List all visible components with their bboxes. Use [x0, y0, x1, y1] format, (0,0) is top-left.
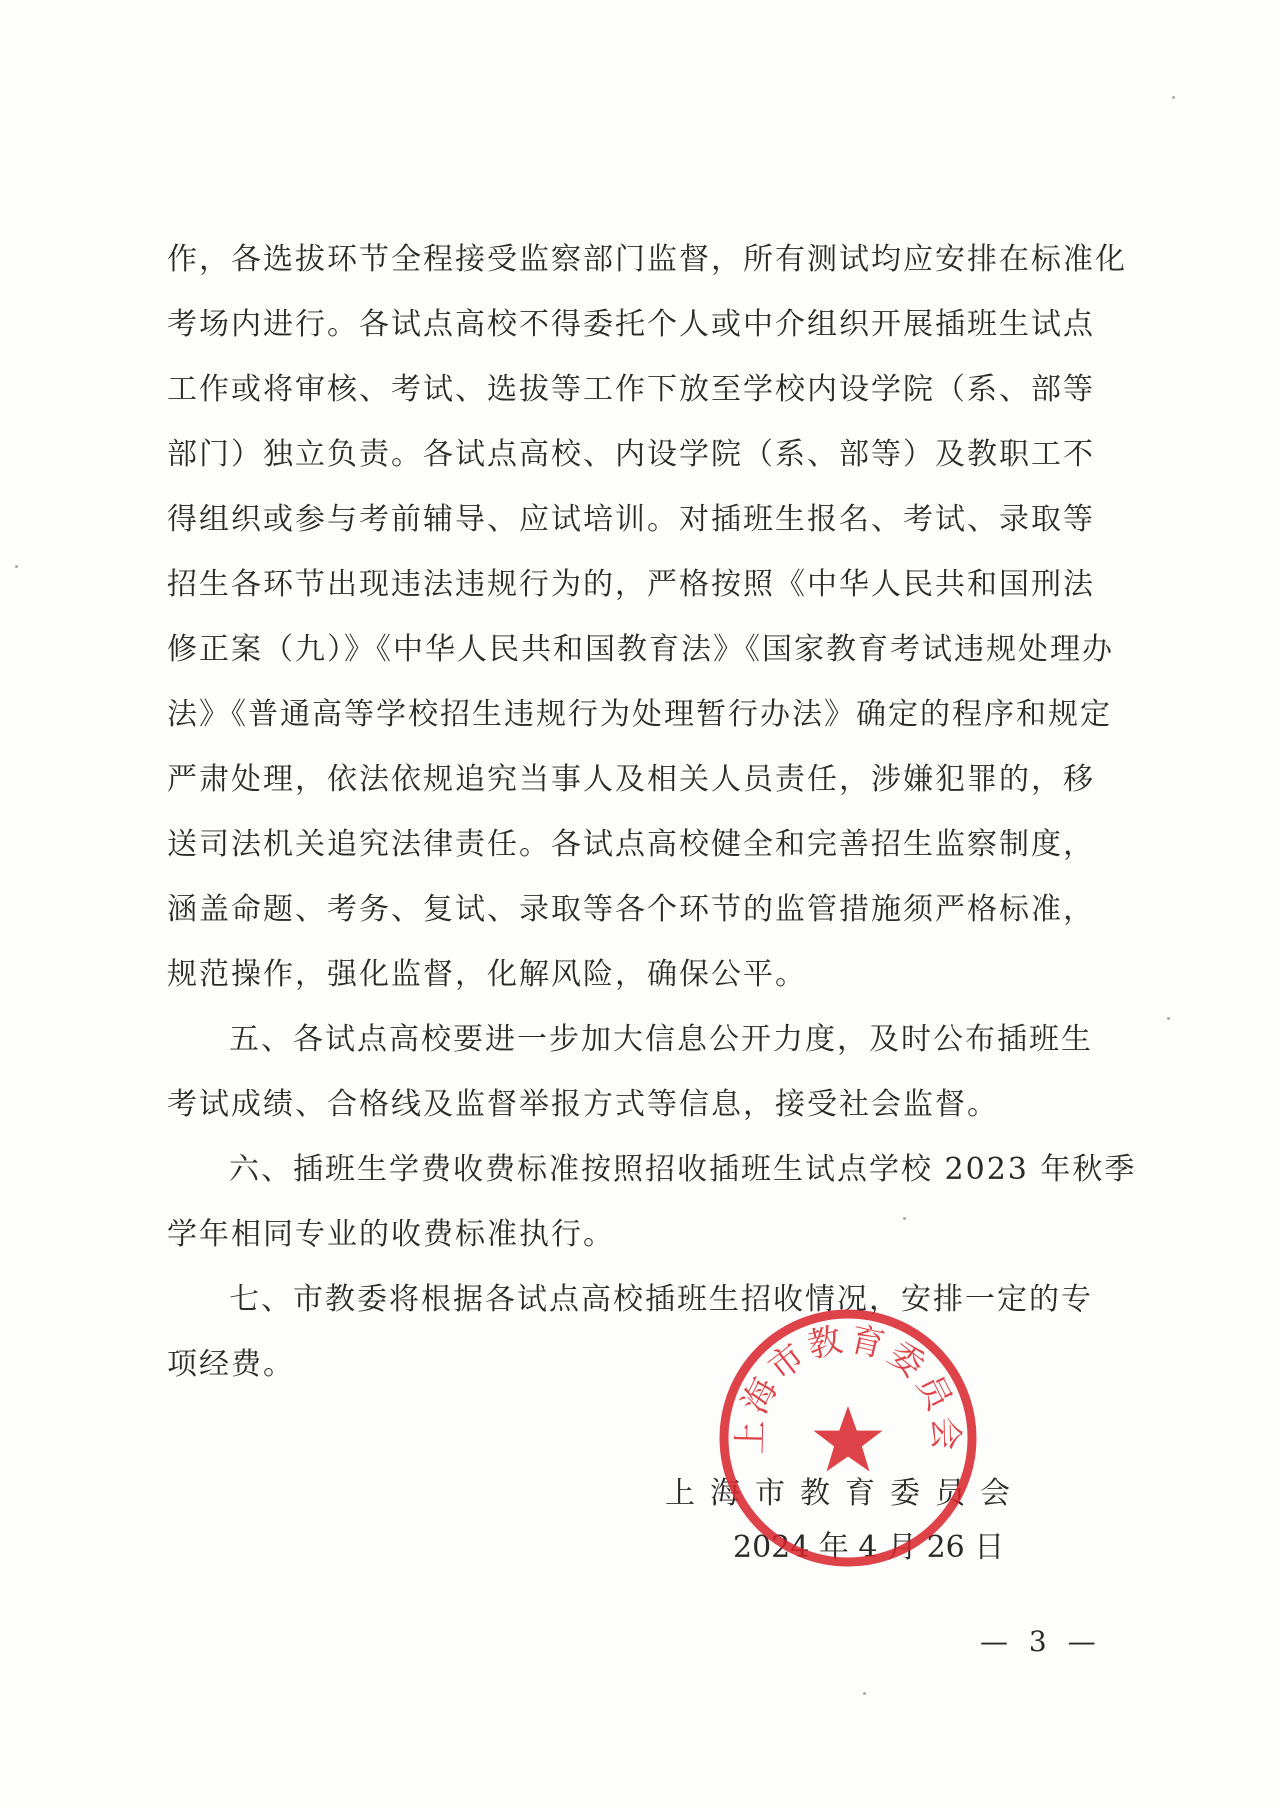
text-line: 七、市教委将根据各试点高校插班生招收情况，安排一定的专: [229, 1282, 1093, 1317]
paragraph-continuation: [167, 227, 1127, 1007]
text-line: 修正案（九）》《中华人民共和国教育法》《国家教育考试违规处理办: [167, 632, 1114, 667]
text-line: 考场内进行。各试点高校不得委托个人或中介组织开展插班生试点: [167, 307, 1095, 342]
text-line: 学年相同专业的收费标准执行。: [167, 1217, 615, 1252]
text-line: 作，各选拔环节全程接受监察部门监督，所有测试均应安排在标准化: [167, 242, 1127, 277]
issue-date: 2024 年 4 月 26 日: [733, 1530, 1005, 1565]
issuer-signature: 上海市教育委员会: [665, 1476, 1025, 1511]
text-line: 招生各环节出现违法违规行为的，严格按照《中华人民共和国刑法: [167, 567, 1095, 602]
text-line: 得组织或参与考前辅导、应试培训。对插班生报名、考试、录取等: [167, 502, 1095, 537]
text-line: 法》《普通高等学校招生违规行为处理暂行办法》确定的程序和规定: [167, 697, 1112, 732]
paragraph-item-6: [167, 1137, 1137, 1267]
document-body: [167, 227, 1137, 1397]
page-number: — 3 —: [980, 1625, 1102, 1658]
scan-speck: [863, 1692, 866, 1695]
text-line: 工作或将审核、考试、选拔等工作下放至学校内设学院（系、部等: [167, 372, 1095, 407]
text-line: 部门）独立负责。各试点高校、内设学院（系、部等）及教职工不: [167, 437, 1095, 472]
official-seal: [716, 1306, 980, 1570]
text-line: 六、插班生学费收费标准按照招收插班生试点学校 2023 年秋季: [229, 1152, 1137, 1187]
text-line: 送司法机关追究法律责任。各试点高校健全和完善招生监察制度，: [167, 827, 1095, 862]
paragraph-item-5: [167, 1007, 1117, 1137]
text-line: 项经费。: [167, 1347, 295, 1382]
text-line: 规范操作，强化监督，化解风险，确保公平。: [167, 957, 807, 992]
seal-text: 上海市教育委员会: [730, 1319, 966, 1455]
text-line: 严肃处理，依法依规追究当事人及相关人员责任，涉嫌犯罪的，移: [167, 762, 1095, 797]
scan-speck: [1172, 96, 1175, 99]
star-icon: [813, 1406, 882, 1472]
text-line: 涵盖命题、考务、复试、录取等各个环节的监管措施须严格标准，: [167, 892, 1095, 927]
scan-speck: [15, 565, 18, 568]
text-line: 考试成绩、合格线及监督举报方式等信息，接受社会监督。: [167, 1087, 999, 1122]
scan-speck: [1167, 1017, 1170, 1020]
text-line: 五、各试点高校要进一步加大信息公开力度，及时公布插班生: [229, 1022, 1093, 1057]
